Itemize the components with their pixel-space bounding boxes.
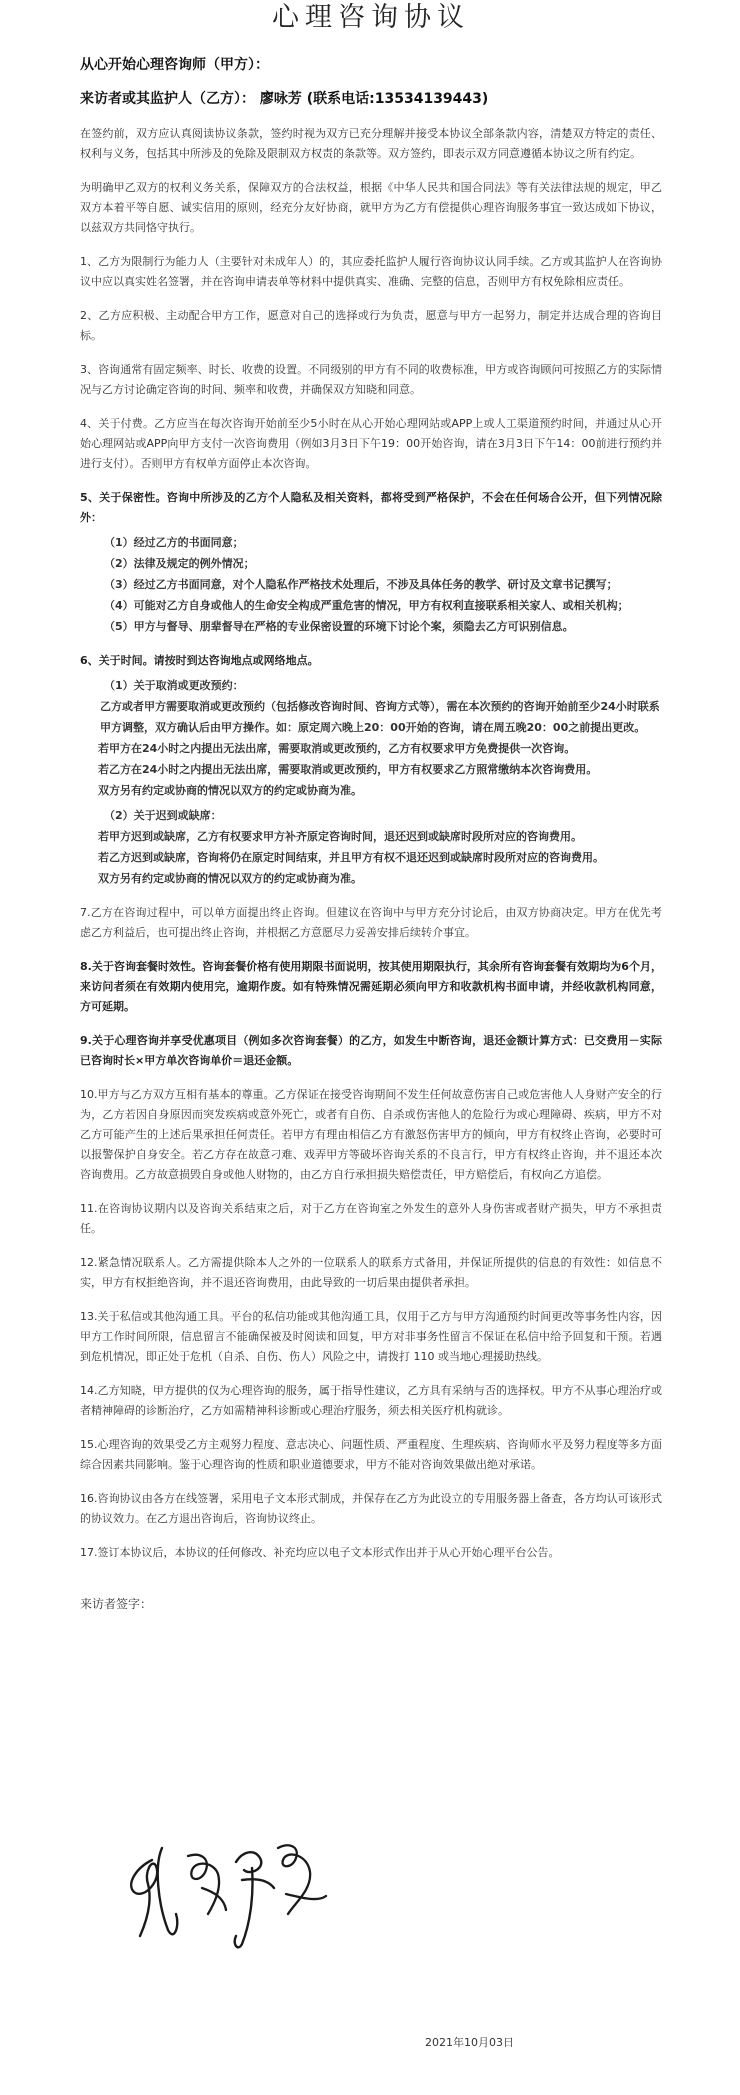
clause-13: 13.关于私信或其他沟通工具。平台的私信功能或其他沟通工具，仅用于乙方与甲方沟通预约时间更改等事务性内容，因甲方工作时间所限，信息留言不能确保被及时阅读和回复，甲方对非事务性留言不保证在私信中给予回复和干预。若遇到危机情况，即正处于危机（自杀、自伤、伤人）风险之中，请拨打 110 或当地心理援助热线。 [80, 1310, 662, 1363]
clause-12: 12.紧急情况联系人。乙方需提供除本人之外的一位联系人的联系方式备用，并保证所提供的信息的有效性：如信息不实，甲方有权拒绝咨询，并不退还咨询费用，由此导致的一切后果由提供者承担。 [80, 1256, 662, 1289]
clause-15: 15.心理咨询的效果受乙方主观努力程度、意志决心、问题性质、严重程度、生理疾病、咨询师水平及努力程度等多方面综合因素共同影响。鉴于心理咨询的性质和职业道德要求，甲方不能对咨询效果做出绝对承诺。 [80, 1438, 662, 1471]
clause-6-sub-line: 若甲方在24小时之内提出无法出席，需要取消或更改预约，乙方有权要求甲方免费提供一次咨询。 [98, 742, 576, 755]
clause-6-section-1 [80, 675, 662, 801]
clause-7: 7.乙方在咨询过程中，可以单方面提出终止咨询。但建议在咨询中与甲方充分讨论后，由双方协商决定。甲方在优先考虑乙方利益后，也可提出终止咨询，并根据乙方意愿尽力妥善安排后续转介事宜。 [80, 906, 662, 939]
clause-2: 2、乙方应积极、主动配合甲方工作，愿意对自己的选择或行为负责，愿意与甲方一起努力，制定并达成合理的咨询目标。 [80, 309, 662, 342]
clause-5-item: （4）可能对乙方自身或他人的生命安全构成严重危害的情况，甲方有权利直接联系相关家人、或相关机构； [104, 599, 629, 612]
clause-8: 8.关于咨询套餐时效性。咨询套餐价格有使用期限书面说明，按其使用期限执行，其余所有咨询套餐有效期均为6个月，来访问者须在有效期内使用完，逾期作废。如有特殊情况需延期必须向甲方和收款机构书面申请，并经收款机构同意，方可延期。 [80, 960, 662, 1013]
clause-5-item: （5）甲方与督导、朋辈督导在严格的专业保密设置的环境下讨论个案，须隐去乙方可识别信息。 [104, 620, 574, 633]
clause-6-sub-line: 双方另有约定或协商的情况以双方的约定或协商为准。 [98, 784, 362, 797]
clause-16: 16.咨询协议由各方在线签署，采用电子文本形式制成，并保存在乙方为此设立的专用服务器上备查，各方均认可该形式的协议效力。在乙方退出咨询后，咨询协议终止。 [80, 1492, 662, 1525]
clause-6-sub-heading: （2）关于迟到或缺席： [104, 809, 222, 822]
clause-5-exceptions [80, 532, 662, 637]
clause-6-sub-line: 若乙方迟到或缺席，咨询将仍在原定时间结束，并且甲方有权不退还迟到或缺席时段所对应的咨询费用。 [98, 851, 604, 864]
clause-6-sub-heading: （1）关于取消或更改预约： [104, 679, 244, 692]
clause-9: 9.关于心理咨询并享受优惠项目（例如多次咨询套餐）的乙方，如发生中断咨询，退还金额计算方式：已交费用－实际已咨询时长×甲方单次咨询单价＝退还金额。 [80, 1034, 662, 1067]
page-title: 心理咨询协议 [272, 2, 470, 33]
clause-5-item: （2）法律及规定的例外情况； [104, 557, 255, 570]
clause-6-sub-line: 乙方或者甲方需要取消或更改预约（包括修改咨询时间、咨询方式等），需在本次预约的咨询开始前至少24小时联系甲方调整，双方确认后由甲方操作。如：原定周六晚上20：00开始的咨询，请在周五晚20：00之前提出更改。 [100, 700, 660, 734]
clause-6: 6、关于时间。请按时到达咨询地点或网络地点。 [80, 654, 319, 667]
handwritten-signature [118, 1818, 348, 1958]
clause-5-item: （3）经过乙方书面同意，对个人隐私作严格技术处理后，不涉及具体任务的教学、研讨及文章书记撰写； [104, 578, 618, 591]
clause-14: 14.乙方知晓，甲方提供的仅为心理咨询的服务，属于指导性建议，乙方具有采纳与否的选择权。甲方不从事心理治疗或者精神障碍的诊断治疗，乙方如需精神科诊断或心理治疗服务，须去相关医疗机构就诊。 [80, 1384, 662, 1417]
clause-11: 11.在咨询协议期内以及咨询关系结束之后，对于乙方在咨询室之外发生的意外人身伤害或者财产损失，甲方不承担责任。 [80, 1202, 662, 1235]
clause-5-item: （1）经过乙方的书面同意； [104, 536, 244, 549]
clause-6-sub-line: 若甲方迟到或缺席，乙方有权要求甲方补齐原定咨询时间，退还迟到或缺席时段所对应的咨询费用。 [98, 830, 582, 843]
clause-4: 4、关于付费。乙方应当在每次咨询开始前至少5小时在从心开始心理网站或APP上或人工渠道预约时间，并通过从心开始心理网站或APP向甲方支付一次咨询费用（例如3月3日下午19：00开始咨询，请在3月3日下午14：00前进行预约并进行支付）。否则甲方有权单方面停止本次咨询。 [80, 417, 662, 470]
signature-label: 来访者签字： [80, 1597, 153, 1611]
intro-paragraph-1: 在签约前，双方应认真阅读协议条款，签约时视为双方已充分理解并接受本协议全部条款内容，清楚双方特定的责任、权利与义务，包括其中所涉及的免除及限制双方权责的条款等。双方签约，即表示双方同意遵循本协议之所有约定。 [80, 127, 662, 160]
clause-6-sub-line: 双方另有约定或协商的情况以双方的约定或协商为准。 [98, 872, 362, 885]
clause-10: 10.甲方与乙方双方互相有基本的尊重。乙方保证在接受咨询期间不发生任何故意伤害自己或危害他人人身财产安全的行为，乙方若因自身原因而突发疾病或意外死亡，或者有自伤、自杀或伤害他人的危险行为或心理障碍、疾病，甲方不对乙方可能产生的上述后果承担任何责任。若甲方有理由相信乙方有激怒伤害甲方的倾向，甲方有权终止咨询，必要时可以报警保护自身安全。若乙方存在故意刁难、戏弄甲方等破坏咨询关系的不良言行，甲方有权终止咨询，并不退还本次咨询费用。乙方故意损毁自身或他人财物的，由乙方自行承担损失赔偿责任，甲方赔偿后，有权向乙方追偿。 [80, 1088, 662, 1181]
clause-3: 3、咨询通常有固定频率、时长、收费的设置。不同级别的甲方有不同的收费标准，甲方或咨询顾问可按照乙方的实际情况与乙方讨论确定咨询的时间、频率和收费，并确保双方知晓和同意。 [80, 363, 662, 396]
intro-paragraph-2: 为明确甲乙双方的权利义务关系，保障双方的合法权益，根据《中华人民共和国合同法》等有关法律法规的规定，甲乙双方本着平等自愿、诚实信用的原则，经充分友好协商，就甲方为乙方有偿提供心理咨询服务事宜一致达成如下协议，以兹双方共同恪守执行。 [80, 181, 662, 234]
party-b-line: 来访者或其监护人（乙方）： 廖咏芳 (联系电话:13534139443) [80, 91, 489, 107]
clause-6-section-2 [80, 805, 662, 889]
clause-6-sub-line: 若乙方在24小时之内提出无法出席，需要取消或更改预约，甲方有权要求乙方照常缴纳本次咨询费用。 [98, 763, 598, 776]
sign-date: 2021年10月03日 [425, 2036, 514, 2049]
clause-5: 5、关于保密性。咨询中所涉及的乙方个人隐私及相关资料，都将受到严格保护，不会在任何场合公开，但下列情况除外： [80, 491, 662, 524]
clause-17: 17.签订本协议后，本协议的任何修改、补充均应以电子文本形式作出并于从心开始心理平台公告。 [80, 1546, 560, 1559]
party-a-line: 从心开始心理咨询师（甲方）： [80, 57, 269, 73]
clause-1: 1、乙方为限制行为能力人（主要针对未成年人）的，其应委托监护人履行咨询协议认同手续。乙方或其监护人在咨询协议中应以真实姓名签署，并在咨询申请表单等材料中提供真实、准确、完整的信息，否则甲方有权免除相应责任。 [80, 255, 662, 288]
